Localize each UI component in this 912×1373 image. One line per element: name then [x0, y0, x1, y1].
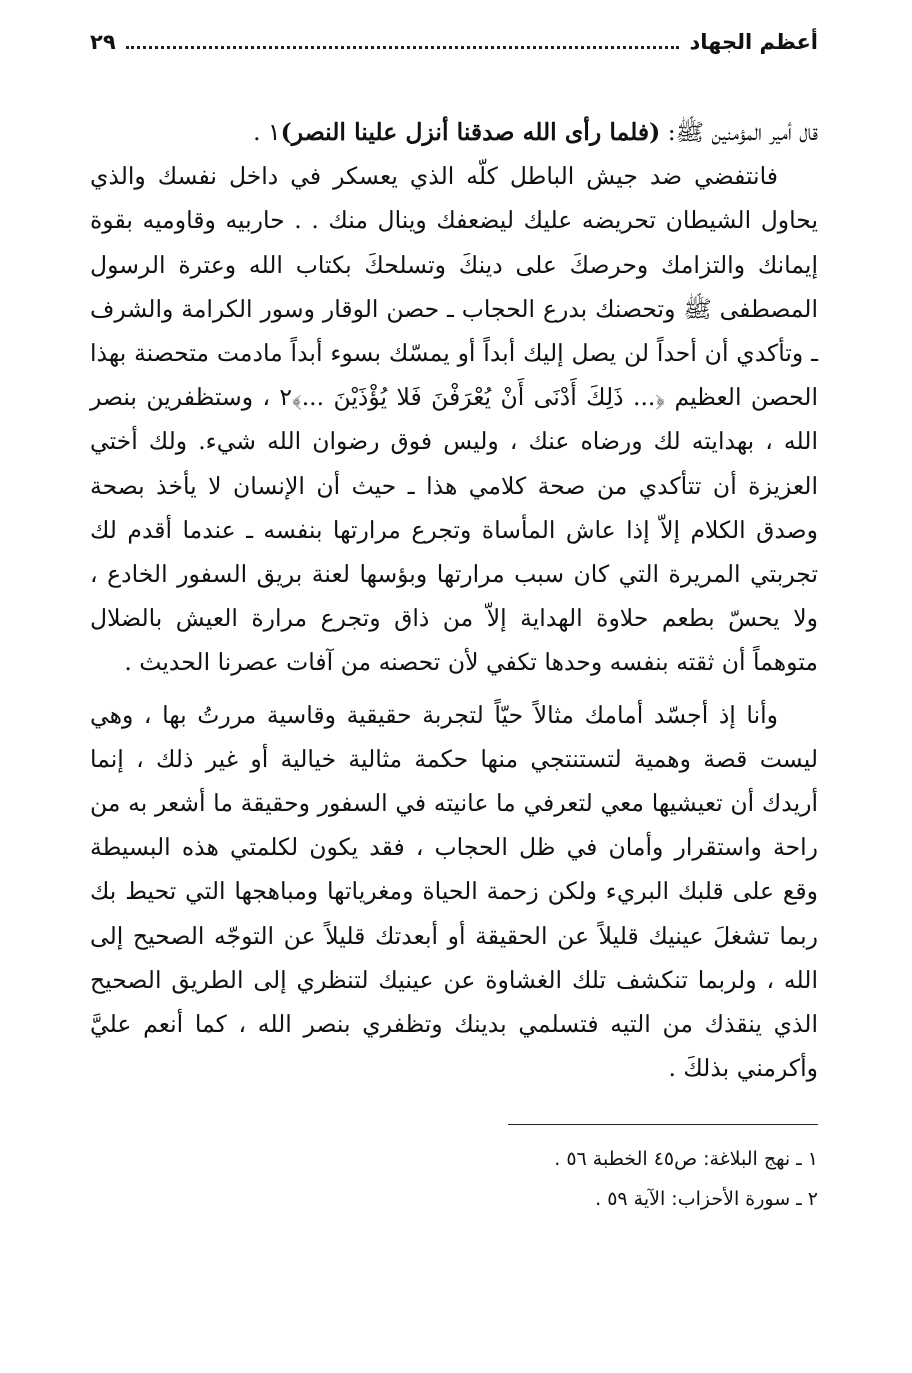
page-number: ٢٩ [90, 30, 116, 54]
chapter-title: أعظم الجهاد [689, 30, 818, 54]
footnotes [90, 1139, 818, 1219]
footnote-marker: ١ . [253, 118, 281, 146]
book-page [90, 30, 818, 1350]
paragraph: وأنا إذ أجسّد أمامك مثالاً حيّاً لتجربة حقيقية وقاسية مررتُ بها ، وهي ليست قصة وهمية لتستنتجي منها حكمة مثالية خيالية أو غير ذلك ، إنما أريدك أن تعيشيها معي لتعرفي ما عانيته في السفور وحقيقة ما أشعر به من راحة واستقرار وأمان في ظل الحجاب ، فقد يكون لكلمتي هذه البسيطة وقع على قلبك البريء ولكن زحمة الحياة ومغرياتها ومباهجها التي تحيط بك ربما تشغلَ عينيك قليلاً عن الحقيقة أو أبعدتك قليلاً عن التوجّه الصحيح إلى الله ، ولربما تنكشف تلك الغشاوة عن عينيك لتنظري إلى الطريق الصحيح الذي ينقذك من التيه فتسلمي بدينك وتظفري بنصر الله ، كما أنعم عليَّ وأكرمني بذلكَ . [90, 700, 818, 1083]
body-text [90, 110, 818, 1090]
footnote-item: ١ ـ نهج البلاغة: ص٤٥ الخطبة ٥٦ . [554, 1148, 818, 1171]
quoted-saying: (فلما رأى الله صدقنا أنزل علينا النصر) [280, 118, 661, 146]
paragraph-intro-text: قال أمير المؤمنين ﷺ: [660, 118, 818, 146]
footnote-item: ٢ ـ سورة الأحزاب: الآية ٥٩ . [595, 1188, 818, 1211]
footnote-divider [508, 1124, 818, 1125]
leader-dots [126, 32, 680, 49]
running-header [90, 30, 818, 66]
paragraph: فانتفضي ضد جيش الباطل كلّه الذي يعسكر في داخل نفسك والذي يحاول الشيطان تحريضه عليك ليضعفك وينال منك . . حاربيه وقاوميه بقوة إيمانك والتزامك وحرصكَ على دينكَ وتسلحكَ بكتاب الله وعترة الرسول المصطفى ﷺ وتحصنك بدرع الحجاب ـ حصن الوقار وسور الكرامة والشرف ـ وتأكدي أن أحداً لن يصل إليك أبداً أو يمسّك بسوء أبداً مادمت متحصنة بهذا الحصن العظيم ﴿... ذَلِكَ أَدْنَى أَنْ يُعْرَفْنَ فَلا يُؤْذَيْنَ ...﴾٢ ، وستظفرين بنصر الله ، بهدايته لك ورضاه عنك ، وليس فوق رضوان الله شيء. ولك أختي العزيزة أن تتأكدي من صحة كلامي هذا ـ حيث أن الإنسان لا يأخذ بصحة وصدق الكلام إلاّ إذا عاش المأساة وتجرع مرارتها بنفسه ـ عندما أقدم لك تجربتي المريرة التي كان سبب مرارتها وبؤسها لعنة بريق السفور الخادع ، ولا يحسّ بطعم حلاوة الهداية إلاّ من ذاق وتجرع مرارة العيش بالضلال متوهماً أن ثقته بنفسه وحدها تكفي لأن تحصنه من آفات عصرنا الحديث . [90, 162, 818, 677]
paragraph-quote [90, 110, 818, 154]
